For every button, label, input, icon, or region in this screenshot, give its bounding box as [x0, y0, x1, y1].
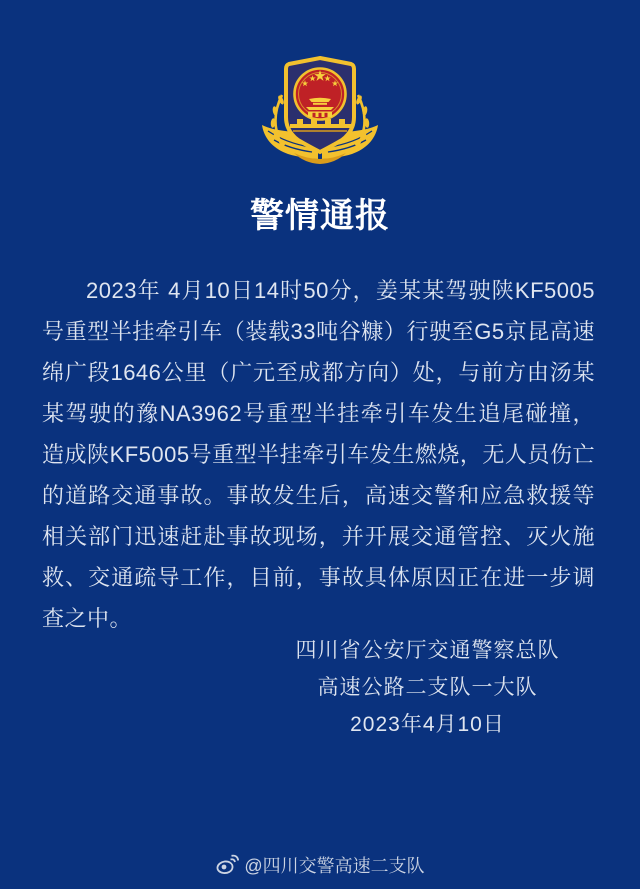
signature-block	[255, 632, 600, 743]
weibo-icon	[215, 854, 239, 876]
watermark	[0, 852, 640, 878]
watermark-handle: @四川交警高速二支队	[244, 856, 425, 876]
notice-title: 警情通报	[250, 197, 390, 235]
signature-org-line2: 高速公路二支队一大队	[317, 676, 538, 699]
signature-org-line1: 四川省公安厅交通警察总队	[295, 639, 560, 662]
signature-date: 2023年4月10日	[350, 713, 505, 736]
police-badge-icon	[260, 55, 380, 165]
notice-body-paragraph: 2023年 4月10日14时50分，姜某某驾驶陕KF5005号重型半挂牵引车（装载33吨谷糠）行驶至G5京昆高速绵广段1646公里（广元至成都方向）处，与前方由汤某某驾驶的豫NA3962号重型半挂牵引车发生追尾碰撞，造成陕KF5005号重型半挂牵引车发生燃烧，无人员伤亡的道路交通事故。事故发生后，高速交警和应急救援等相关部门迅速赶赴事故现场，并开展交通管控、灭火施救、交通疏导工作，目前，事故具体原因正在进一步调查之中。	[42, 278, 595, 631]
